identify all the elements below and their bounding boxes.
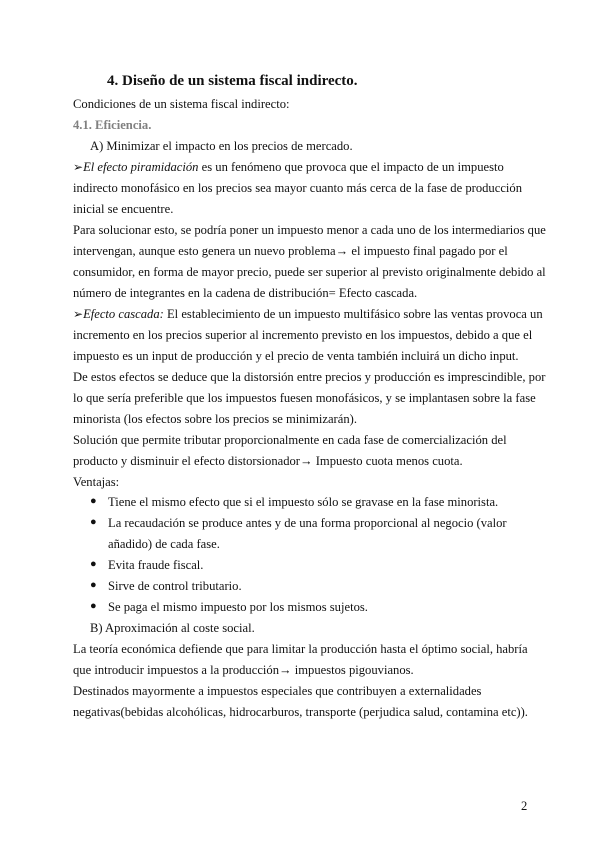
- list-item: La recaudación se produce antes y de una forma proporcional al negocio (valor: [108, 516, 507, 530]
- list-item-continuation: añadido) de cada fase.: [108, 537, 220, 551]
- paragraph-line: Para solucionar esto, se podría poner un impuesto menor a cada uno de los intermediarios que: [73, 223, 546, 237]
- paragraph-line: indirecto monofásico en los precios sea mayor cuanto más cerca de la fase de producción: [73, 181, 522, 195]
- bullet-icon: ●: [90, 495, 97, 507]
- paragraph-line: que introducir impuestos a la producción→ impuestos pigouvianos.: [73, 663, 414, 677]
- list-item: Se paga el mismo impuesto por los mismos sujetos.: [108, 600, 368, 614]
- paragraph-line: inicial se encuentre.: [73, 202, 174, 216]
- paragraph-line: impuesto es un input de producción y el precio de venta también incluirá un dicho input.: [73, 349, 519, 363]
- intro-text: Condiciones de un sistema fiscal indirecto:: [73, 97, 290, 111]
- paragraph-text: es un fenómeno que provoca que el impacto de un impuesto: [198, 160, 504, 174]
- bullet-icon: ●: [90, 600, 97, 612]
- list-item: Tiene el mismo efecto que si el impuesto sólo se gravase en la fase minorista.: [108, 495, 499, 509]
- list-item: Sirve de control tributario.: [108, 579, 242, 593]
- bullet-icon: ●: [90, 516, 97, 528]
- paragraph-line: Solución que permite tributar proporcionalmente en cada fase de comercialización del: [73, 433, 507, 447]
- paragraph-line: Destinados mayormente a impuestos especiales que contribuyen a externalidades: [73, 684, 482, 698]
- bullet-icon: ●: [90, 579, 97, 591]
- subsection-heading: 4.1. Eficiencia.: [73, 118, 152, 132]
- paragraph-line: consumidor, en forma de mayor precio, puede ser superior al previsto originalmente debido al: [73, 265, 546, 279]
- term-italic: El efecto piramidación: [83, 160, 199, 174]
- bullet-icon: ●: [90, 558, 97, 570]
- section-title: 4. Diseño de un sistema fiscal indirecto.: [107, 73, 358, 89]
- paragraph-line: [73, 159, 504, 175]
- paragraph-line: De estos efectos se deduce que la distorsión entre precios y producción es imprescindible, por: [73, 370, 546, 384]
- ventajas-label: Ventajas:: [73, 475, 120, 489]
- paragraph-line: incremento en los precios superior al incremento previsto en los impuestos, debido a que el: [73, 328, 533, 342]
- term-italic: Efecto cascada:: [83, 307, 164, 321]
- paragraph-line: negativas(bebidas alcohólicas, hidrocarburos, transporte (perjudica salud, contamina etc)).: [73, 705, 528, 719]
- list-item-b: B) Aproximación al coste social.: [90, 621, 255, 635]
- list-item: Evita fraude fiscal.: [108, 558, 204, 572]
- paragraph-line: [73, 306, 543, 322]
- paragraph-line: lo que sería preferible que los impuestos fuesen monofásicos, y se implantasen sobre la fase: [73, 391, 536, 405]
- page-number: 2: [521, 799, 528, 813]
- paragraph-line: La teoría económica defiende que para limitar la producción hasta el óptimo social, habría: [73, 642, 528, 656]
- paragraph-text: El establecimiento de un impuesto multifásico sobre las ventas provoca un: [163, 307, 543, 321]
- paragraph-line: producto y disminuir el efecto distorsionador→ Impuesto cuota menos cuota.: [73, 454, 463, 468]
- paragraph-line: número de integrantes en la cadena de distribución= Efecto cascada.: [73, 286, 418, 300]
- arrow-bullet-icon: ➢: [73, 160, 84, 174]
- paragraph-line: minorista (los efectos sobre los precios se minimizarán).: [73, 412, 357, 426]
- paragraph-line: intervengan, aunque esto genera un nuevo problema→ el impuesto final pagado por el: [73, 244, 508, 258]
- arrow-bullet-icon: ➢: [73, 307, 84, 321]
- list-item-a: A) Minimizar el impacto en los precios de mercado.: [90, 139, 353, 153]
